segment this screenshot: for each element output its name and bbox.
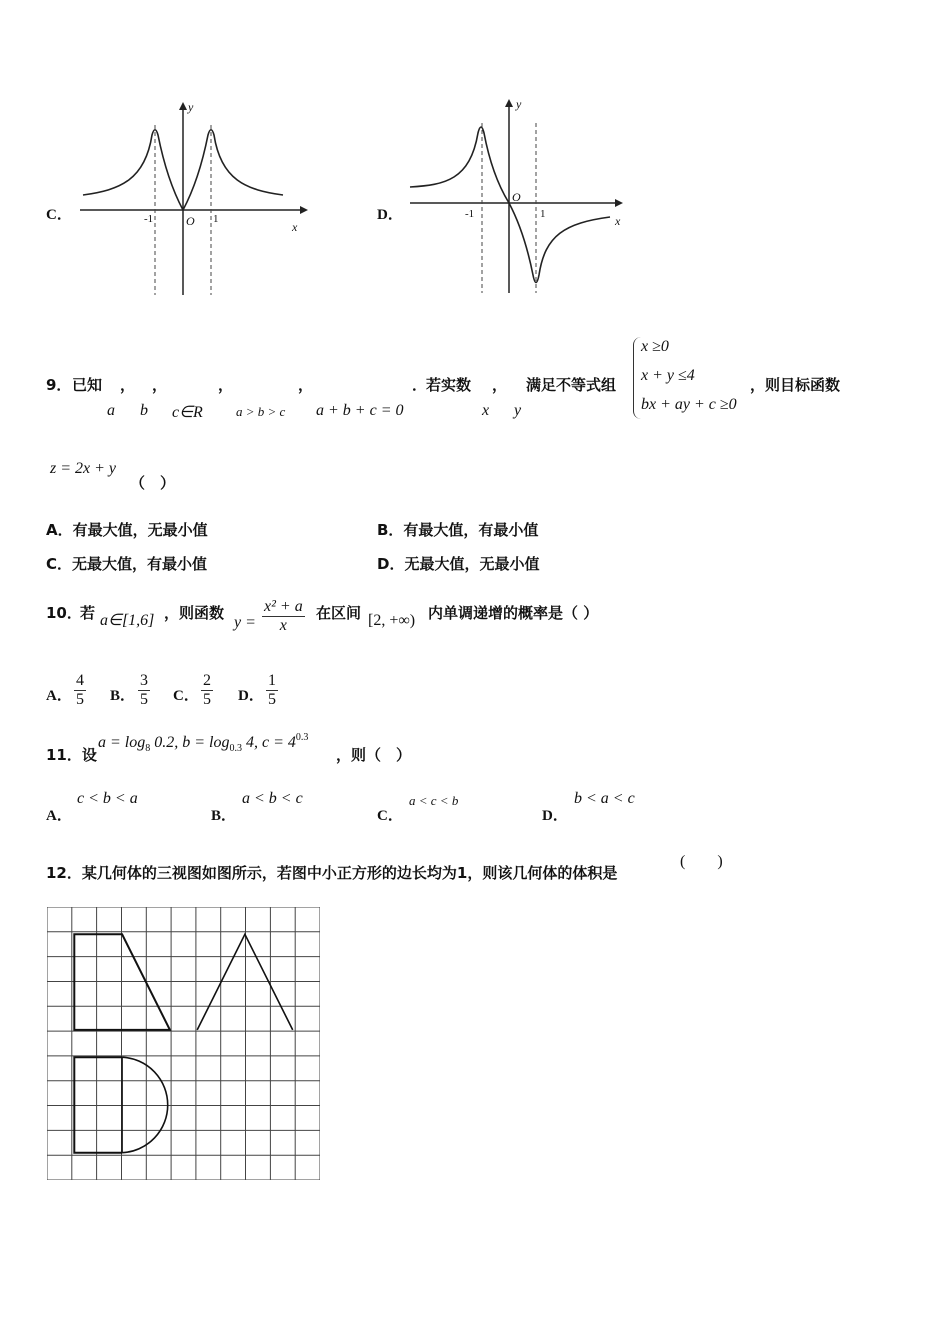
q10-option-d-den: 5	[268, 691, 276, 708]
q11-number: 11．设	[46, 746, 97, 764]
q10-option-a-label: A．	[46, 688, 72, 704]
q9-comma-2: ，	[152, 376, 168, 394]
q11-option-d-label: D．	[542, 808, 568, 824]
q10-option-c-den: 5	[203, 691, 211, 708]
q9-text-if-real: 若实数	[426, 376, 472, 394]
graph-c-origin-label: O	[186, 214, 195, 228]
q11-option-b-label: B．	[211, 808, 237, 824]
option-d-label: D．	[377, 207, 403, 223]
q9-option-b: B．有最大值，有最小值	[377, 521, 539, 539]
three-view-grid	[47, 907, 320, 1180]
q9-var-y: y	[514, 402, 522, 419]
top-view-rect	[74, 1057, 122, 1153]
q10-option-b-den: 5	[140, 691, 148, 708]
q9-option-a: A．有最大值，无最小值	[46, 521, 208, 539]
q11-option-b: a < b < c	[242, 790, 303, 807]
q10-y-eq: y =	[234, 614, 256, 631]
graph-c-y-label: y	[188, 100, 194, 114]
q10-option-a-fraction	[74, 672, 86, 709]
q12-paren: ( )	[680, 853, 723, 870]
q9-comma-4: ，	[298, 376, 314, 394]
side-view-shape	[197, 934, 293, 1030]
q10-number: 10．	[46, 604, 82, 622]
q9-comma-3: ，	[218, 376, 234, 394]
q9-var-b: b	[140, 402, 148, 419]
graph-c-curve-right	[183, 130, 283, 210]
option-c-label: C．	[46, 207, 72, 223]
q10-option-d-num: 1	[268, 672, 276, 689]
q11-b-base: 0.3	[229, 743, 242, 754]
q11-option-c: a < c < b	[409, 793, 459, 808]
q10-condition: a∈[1,6]	[100, 612, 155, 629]
graph-d-y-label: y	[516, 97, 522, 111]
q10-denominator: x	[279, 617, 287, 634]
q10-option-a-num: 4	[76, 672, 84, 689]
q9-set-c: c∈R	[172, 404, 203, 421]
graph-c-tick-neg1: -1	[144, 213, 154, 225]
graph-d-curve	[410, 127, 610, 283]
q9-var-a: a	[107, 402, 115, 419]
q9-number: 9．	[46, 376, 72, 394]
q9-text-then: ，则目标函数	[750, 376, 841, 394]
graph-d-origin-label: O	[512, 190, 521, 204]
q10-text-func: ，则函数	[164, 604, 225, 622]
q11-b-arg: 4, c = 4	[242, 734, 296, 751]
q10-option-d-fraction	[266, 672, 278, 709]
q9-target: z = 2x + y	[50, 460, 117, 477]
graph-c-x-label: x	[292, 220, 298, 234]
q10-text-prob: 内单调递增的概率是（ ）	[428, 604, 599, 622]
front-view-shape	[74, 934, 170, 1030]
q9-text-known: 已知	[72, 376, 103, 394]
q10-text-if: 若	[80, 604, 96, 622]
q10-option-c-fraction	[201, 672, 213, 709]
q11-option-a-label: A．	[46, 808, 72, 824]
graph-d-tick-neg1: -1	[465, 208, 475, 220]
q11-a-base: 8	[145, 743, 151, 754]
q9-option-d: D．无最大值，无最小值	[377, 555, 540, 573]
q9-sys-3: bx + ay + c ≥0	[641, 396, 737, 413]
q10-option-a-den: 5	[76, 691, 84, 708]
q9-comma-5: ，	[492, 376, 508, 394]
q10-option-b-fraction	[138, 672, 150, 709]
q9-comma-1: ，	[120, 376, 136, 394]
top-view-semicircle	[122, 1057, 168, 1153]
q9-sum: a + b + c = 0	[316, 402, 404, 419]
graph-d-x-label: x	[615, 214, 621, 228]
q11-option-c-label: C．	[377, 808, 403, 824]
q10-numerator: x² + a	[264, 598, 303, 615]
q11-expression	[98, 732, 308, 754]
q9-paren: （ ）	[130, 474, 176, 492]
q9-ineq: a > b > c	[236, 404, 286, 419]
q9-option-c: C．无最大值，有最小值	[46, 555, 208, 573]
graph-c-tick-1: 1	[213, 213, 219, 225]
q10-option-b-num: 3	[140, 672, 148, 689]
q10-interval: [2, +∞)	[368, 612, 416, 629]
q10-option-b-label: B．	[110, 688, 136, 704]
q12-text: 12．某几何体的三视图如图所示，若图中小正方形的边长均为1，则该几何体的体积是	[46, 864, 618, 882]
q9-period: ．	[412, 376, 428, 394]
q11-option-a: c < b < a	[77, 790, 138, 807]
q10-option-d-label: D．	[238, 688, 264, 704]
q9-text-satisfy: 满足不等式组	[526, 376, 617, 394]
q10-option-c-label: C．	[173, 688, 199, 704]
q11-a-part: a = log	[98, 734, 146, 751]
q9-var-x: x	[482, 402, 490, 419]
q10-text-interval: 在区间	[316, 604, 362, 622]
q9-sys-1: x ≥0	[641, 338, 669, 355]
q11-c-exp: 0.3	[295, 732, 309, 743]
q9-sys-2: x + y ≤4	[641, 367, 695, 384]
q10-option-c-num: 2	[203, 672, 211, 689]
graph-c	[75, 95, 315, 305]
q11-text-then: ，则（ ）	[336, 746, 412, 764]
q10-fraction	[262, 598, 305, 635]
graph-c-curve-left	[83, 130, 183, 210]
q11-a-arg: 0.2, b = log	[150, 734, 230, 751]
graph-d-tick-1: 1	[540, 208, 546, 220]
q11-option-d: b < a < c	[574, 790, 635, 807]
